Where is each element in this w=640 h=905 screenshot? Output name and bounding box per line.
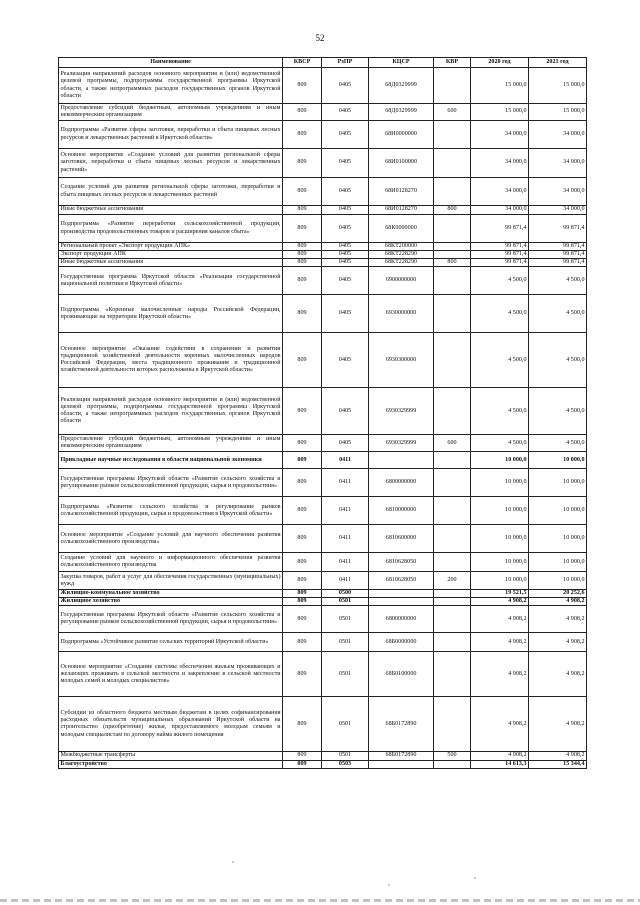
- row-kvsr: 809: [283, 243, 322, 251]
- row-rzpr: 0405: [322, 333, 369, 388]
- header-kvr: КВР: [434, 58, 471, 68]
- row-rzpr: 0501: [322, 652, 369, 697]
- row-name: Подпрограмма «Развитие сельского хозяйства и регулирование рынков сельскохозяйственной продукции, сырья и продовольствия в Иркутской области»: [59, 497, 283, 525]
- row-kcsr: 68Д0329999: [369, 104, 434, 121]
- row-rzpr: 0405: [322, 295, 369, 333]
- row-kvsr: 809: [283, 525, 322, 553]
- row-2020: 10 000,0: [471, 572, 529, 590]
- row-name: Основное мероприятие «Создание условий для научного обеспечения развития сельскохозяйственного производства»: [59, 525, 283, 553]
- row-2021: 4 500,0: [529, 388, 587, 435]
- row-name: Государственная программа Иркутской области «Развитие сельского хозяйства и регулирование рынков сельскохозяйственной продукции, сырья и продовольствия»: [59, 469, 283, 497]
- row-2020: 4 908,2: [471, 598, 529, 606]
- row-kcsr: 6930329999: [369, 435, 434, 452]
- table-row: [59, 104, 587, 121]
- table-row: [59, 752, 587, 760]
- row-kcsr: 68Б0172890: [369, 697, 434, 752]
- row-kvr: [434, 525, 471, 553]
- row-kvr: [434, 215, 471, 243]
- row-2020: 99 871,4: [471, 251, 529, 259]
- table-row: [59, 572, 587, 590]
- row-rzpr: 0411: [322, 553, 369, 572]
- row-name: Государственная программа Иркутской области «Развитие сельского хозяйства и регулирование рынков сельскохозяйственной продукции, сырья и продовольствия»: [59, 606, 283, 633]
- scan-dot: [388, 884, 390, 886]
- row-2021: 10 000,0: [529, 525, 587, 553]
- row-kvsr: 809: [283, 206, 322, 215]
- row-rzpr: 0405: [322, 243, 369, 251]
- row-2021: 15 344,4: [529, 760, 587, 768]
- row-2020: 4 500,0: [471, 333, 529, 388]
- table-row: [59, 121, 587, 149]
- row-kvr: [434, 267, 471, 295]
- row-kvsr: 809: [283, 553, 322, 572]
- row-kvsr: 809: [283, 251, 322, 259]
- row-kvsr: 809: [283, 388, 322, 435]
- row-kvsr: 809: [283, 469, 322, 497]
- header-2020: 2020 год: [471, 58, 529, 68]
- row-2020: 4 500,0: [471, 435, 529, 452]
- row-kcsr: 6810628050: [369, 572, 434, 590]
- row-rzpr: 0501: [322, 598, 369, 606]
- table-row: [59, 590, 587, 598]
- row-2021: 99 871,4: [529, 215, 587, 243]
- row-2021: 4 500,0: [529, 435, 587, 452]
- row-2020: 10 000,0: [471, 553, 529, 572]
- row-name: Предоставление субсидий бюджетным, автономным учреждениям и иным некоммерческим организациям: [59, 435, 283, 452]
- row-name: Подпрограмма «Устойчивое развитие сельских территорий Иркутской области»: [59, 633, 283, 652]
- row-kcsr: 68КТ200000: [369, 243, 434, 251]
- table-row: [59, 68, 587, 104]
- row-kvr: 600: [434, 104, 471, 121]
- table-row: [59, 333, 587, 388]
- row-kvr: [434, 149, 471, 178]
- row-kvr: 600: [434, 435, 471, 452]
- row-2021: 4 908,2: [529, 697, 587, 752]
- row-rzpr: 0405: [322, 251, 369, 259]
- row-kcsr: 68Б0100000: [369, 652, 434, 697]
- row-rzpr: 0405: [322, 215, 369, 243]
- table-row: [59, 525, 587, 553]
- header-kvsr: КВСР: [283, 58, 322, 68]
- row-name: Государственная программа Иркутской области «Реализация государственной национальной политики в Иркутской области»: [59, 267, 283, 295]
- table-row: [59, 251, 587, 259]
- header-kcsr: КЦСР: [369, 58, 434, 68]
- row-name: Иные бюджетные ассигнования: [59, 206, 283, 215]
- row-kvsr: 809: [283, 497, 322, 525]
- table-row: [59, 598, 587, 606]
- row-2020: 34 000,0: [471, 149, 529, 178]
- row-2020: 10 000,0: [471, 452, 529, 469]
- row-2020: 14 613,3: [471, 760, 529, 768]
- row-name: Создание условий для научного и информационного обеспечения развития сельскохозяйственного производства: [59, 553, 283, 572]
- row-kvsr: 809: [283, 752, 322, 760]
- row-kvr: [434, 697, 471, 752]
- row-rzpr: 0405: [322, 68, 369, 104]
- row-kvr: [434, 333, 471, 388]
- row-2021: 15 000,0: [529, 104, 587, 121]
- row-kvsr: 809: [283, 68, 322, 104]
- row-2020: 99 871,4: [471, 215, 529, 243]
- row-2020: 34 000,0: [471, 178, 529, 206]
- row-2020: 99 871,4: [471, 243, 529, 251]
- row-2020: 4 500,0: [471, 295, 529, 333]
- row-kcsr: 68И0100000: [369, 149, 434, 178]
- row-kcsr: 6930300000: [369, 333, 434, 388]
- row-rzpr: 0501: [322, 752, 369, 760]
- row-kvsr: 809: [283, 267, 322, 295]
- table-row: [59, 633, 587, 652]
- row-2020: 15 000,0: [471, 104, 529, 121]
- row-kvsr: 809: [283, 104, 322, 121]
- row-kvsr: 809: [283, 590, 322, 598]
- row-kvsr: 809: [283, 598, 322, 606]
- page-number: 52: [315, 33, 325, 43]
- row-2020: 99 871,4: [471, 259, 529, 267]
- row-2020: 34 000,0: [471, 206, 529, 215]
- table-header-row: [59, 58, 587, 68]
- table-row: [59, 243, 587, 251]
- row-2020: 19 521,5: [471, 590, 529, 598]
- table-row: [59, 697, 587, 752]
- row-2021: 4 908,2: [529, 652, 587, 697]
- row-name: Региональный проект «Экспорт продукции АПК»: [59, 243, 283, 251]
- table-row: [59, 295, 587, 333]
- row-name: Иные бюджетные ассигнования: [59, 259, 283, 267]
- row-kvr: [434, 652, 471, 697]
- row-rzpr: 0411: [322, 525, 369, 553]
- row-kvr: 200: [434, 572, 471, 590]
- row-kvr: [434, 469, 471, 497]
- row-2021: 34 000,0: [529, 121, 587, 149]
- row-2021: 20 252,6: [529, 590, 587, 598]
- row-kcsr: 6800000000: [369, 469, 434, 497]
- row-kvr: [434, 590, 471, 598]
- table-row: [59, 206, 587, 215]
- row-2021: 99 871,4: [529, 243, 587, 251]
- table-row: [59, 469, 587, 497]
- row-kvr: [434, 295, 471, 333]
- row-kcsr: 68Б0172890: [369, 752, 434, 760]
- row-name: Жилищное хозяйство: [59, 598, 283, 606]
- table-body: [59, 68, 587, 769]
- row-2021: 4 908,2: [529, 633, 587, 652]
- table-row: [59, 388, 587, 435]
- row-kvsr: 809: [283, 652, 322, 697]
- table-row: [59, 553, 587, 572]
- row-kcsr: 68И0128270: [369, 178, 434, 206]
- row-kvsr: 809: [283, 633, 322, 652]
- row-kcsr: 6900000000: [369, 267, 434, 295]
- row-name: Предоставление субсидий бюджетным, автономным учреждениям и иным некоммерческим организациям: [59, 104, 283, 121]
- row-2020: 4 500,0: [471, 267, 529, 295]
- row-rzpr: 0501: [322, 633, 369, 652]
- row-kcsr: [369, 452, 434, 469]
- scan-dot: [474, 877, 476, 879]
- row-2020: 15 000,0: [471, 68, 529, 104]
- row-2021: 34 000,0: [529, 149, 587, 178]
- row-name: Закупка товаров, работ и услуг для обеспечения государственных (муниципальных) нужд: [59, 572, 283, 590]
- row-kvr: [434, 633, 471, 652]
- row-kvsr: 809: [283, 697, 322, 752]
- row-kvsr: 809: [283, 259, 322, 267]
- header-name: Наименование: [59, 58, 283, 68]
- row-rzpr: 0411: [322, 452, 369, 469]
- row-rzpr: 0405: [322, 259, 369, 267]
- row-2020: 4 908,2: [471, 606, 529, 633]
- row-kcsr: 68К0000000: [369, 215, 434, 243]
- row-kvr: [434, 606, 471, 633]
- row-kcsr: 68КТ228290: [369, 251, 434, 259]
- row-name: Реализация направлений расходов основного мероприятия и (или) ведомственной целевой программы, подпрограммы государственной программы Иркутской области, а также непрограммных расходов государственных органов Иркутской области: [59, 388, 283, 435]
- row-2020: 4 908,2: [471, 697, 529, 752]
- row-rzpr: 0405: [322, 104, 369, 121]
- table-row: [59, 267, 587, 295]
- row-2021: 34 000,0: [529, 178, 587, 206]
- row-kcsr: 6930329999: [369, 388, 434, 435]
- row-kvsr: 809: [283, 333, 322, 388]
- row-kvsr: 809: [283, 295, 322, 333]
- row-kvsr: 809: [283, 572, 322, 590]
- table-row: [59, 652, 587, 697]
- row-rzpr: 0405: [322, 267, 369, 295]
- row-2021: 99 871,4: [529, 259, 587, 267]
- row-2021: 4 908,2: [529, 598, 587, 606]
- row-2020: 10 000,0: [471, 469, 529, 497]
- row-kvr: 800: [434, 206, 471, 215]
- row-kvr: [434, 121, 471, 149]
- row-kcsr: 68Б0000000: [369, 633, 434, 652]
- row-kvsr: 809: [283, 215, 322, 243]
- row-name: Подпрограмма «Развитие сферы заготовки, переработки и сбыта пищевых лесных ресурсов и лекарственных растений в Иркутской области»: [59, 121, 283, 149]
- row-kvr: [434, 553, 471, 572]
- row-name: Прикладные научные исследования в области национальной экономики: [59, 452, 283, 469]
- row-kvr: [434, 251, 471, 259]
- row-rzpr: 0501: [322, 606, 369, 633]
- row-2020: 10 000,0: [471, 525, 529, 553]
- row-2021: 10 000,0: [529, 497, 587, 525]
- header-rzpr: РзПР: [322, 58, 369, 68]
- table-row: [59, 606, 587, 633]
- row-kcsr: 68Д0329999: [369, 68, 434, 104]
- table-row: [59, 149, 587, 178]
- row-name: Реализация направлений расходов основного мероприятия и (или) ведомственной целевой программы, подпрограммы государственной программы Иркутской области, а также непрограммных расходов государственных органов Иркутской области: [59, 68, 283, 104]
- row-name: Благоустройство: [59, 760, 283, 768]
- row-name: Основное мероприятие «Создание системы обеспечения жильем проживающих и желающих проживать в сельской местности и закрепление в сельской местности молодых семей и молодых специалистов»: [59, 652, 283, 697]
- row-2021: 4 908,2: [529, 752, 587, 760]
- row-kvr: [434, 598, 471, 606]
- row-kvsr: 809: [283, 121, 322, 149]
- row-kcsr: 68И0128270: [369, 206, 434, 215]
- row-2020: 4 500,0: [471, 388, 529, 435]
- header-2021: 2021 год: [529, 58, 587, 68]
- row-kcsr: [369, 598, 434, 606]
- row-2021: 4 500,0: [529, 333, 587, 388]
- row-2021: 10 000,0: [529, 572, 587, 590]
- row-2021: 10 000,0: [529, 469, 587, 497]
- row-kvr: [434, 243, 471, 251]
- row-name: Межбюджетные трансферты: [59, 752, 283, 760]
- row-kvsr: 809: [283, 760, 322, 768]
- row-kvr: [434, 388, 471, 435]
- row-2020: 10 000,0: [471, 497, 529, 525]
- row-2021: 10 000,0: [529, 452, 587, 469]
- row-name: Основное мероприятие «Создание условий для развития региональной сферы заготовки, переработки и сбыта пищевых лесных ресурсов и лекарственных растений»: [59, 149, 283, 178]
- row-2021: 4 908,2: [529, 606, 587, 633]
- row-kvsr: 809: [283, 452, 322, 469]
- table-row: [59, 259, 587, 267]
- row-2021: 34 000,0: [529, 206, 587, 215]
- table-row: [59, 435, 587, 452]
- table-row: [59, 497, 587, 525]
- row-rzpr: 0405: [322, 149, 369, 178]
- row-kvsr: 809: [283, 178, 322, 206]
- row-2021: 4 500,0: [529, 295, 587, 333]
- row-rzpr: 0501: [322, 697, 369, 752]
- row-2020: 4 908,2: [471, 652, 529, 697]
- row-rzpr: 0411: [322, 469, 369, 497]
- budget-table: [58, 57, 587, 769]
- row-kcsr: 6810600000: [369, 525, 434, 553]
- row-name: Жилищно-коммунальное хозяйство: [59, 590, 283, 598]
- row-name: Субсидии из областного бюджета местным бюджетам в целях софинансирования расходных обязательств муниципальных образований Иркутской области на строительство (приобретение) жилья, предоставляемого молодым семьям и молодым специалистам по договору найма жилого помещения: [59, 697, 283, 752]
- row-2020: 4 908,2: [471, 633, 529, 652]
- row-name: Подпрограмма «Коренные малочисленные народы Российской Федерации, проживающие на территории Иркутской области»: [59, 295, 283, 333]
- row-kcsr: [369, 760, 434, 768]
- row-rzpr: 0503: [322, 760, 369, 768]
- row-kcsr: 6930000000: [369, 295, 434, 333]
- row-2021: 10 000,0: [529, 553, 587, 572]
- row-2021: 99 871,4: [529, 251, 587, 259]
- row-2020: 4 908,2: [471, 752, 529, 760]
- row-name: Подпрограмма «Развитие переработки сельскохозяйственной продукции, производства продовольственных товаров и расширения каналов сбыта»: [59, 215, 283, 243]
- row-2020: 34 000,0: [471, 121, 529, 149]
- row-kvsr: 809: [283, 606, 322, 633]
- row-rzpr: 0405: [322, 435, 369, 452]
- row-kvr: [434, 68, 471, 104]
- table-row: [59, 215, 587, 243]
- row-rzpr: 0405: [322, 121, 369, 149]
- row-kvr: [434, 497, 471, 525]
- row-rzpr: 0405: [322, 388, 369, 435]
- row-name: Создание условий для развития региональной сферы заготовки, переработки и сбыта пищевых лесных ресурсов и лекарственных растений: [59, 178, 283, 206]
- row-kvr: [434, 760, 471, 768]
- row-2021: 4 500,0: [529, 267, 587, 295]
- row-kcsr: 68И0000000: [369, 121, 434, 149]
- table-row: [59, 760, 587, 768]
- row-kcsr: 6810000000: [369, 497, 434, 525]
- scan-dot: [232, 861, 234, 863]
- row-kvsr: 809: [283, 435, 322, 452]
- row-kvr: 500: [434, 752, 471, 760]
- row-kvsr: 809: [283, 149, 322, 178]
- scan-artifact-line: [0, 899, 640, 902]
- table-row: [59, 178, 587, 206]
- row-kcsr: 68КТ228290: [369, 259, 434, 267]
- row-rzpr: 0500: [322, 590, 369, 598]
- row-rzpr: 0405: [322, 206, 369, 215]
- row-name: Экспорт продукции АПК: [59, 251, 283, 259]
- row-kvr: [434, 178, 471, 206]
- row-2021: 15 000,0: [529, 68, 587, 104]
- row-kcsr: [369, 590, 434, 598]
- row-name: Основное мероприятие «Оказание содействия в сохранении и развитии традиционной хозяйственной деятельности коренных малочисленных народов Российской Федерации, места традиционного проживания и традиционной хозяйственной деятельности которых расположены в Иркутской области»: [59, 333, 283, 388]
- row-kcsr: 6810628050: [369, 553, 434, 572]
- row-kcsr: 6800000000: [369, 606, 434, 633]
- row-kvr: 800: [434, 259, 471, 267]
- row-rzpr: 0411: [322, 572, 369, 590]
- row-kvr: [434, 452, 471, 469]
- row-rzpr: 0411: [322, 497, 369, 525]
- table-row: [59, 452, 587, 469]
- row-rzpr: 0405: [322, 178, 369, 206]
